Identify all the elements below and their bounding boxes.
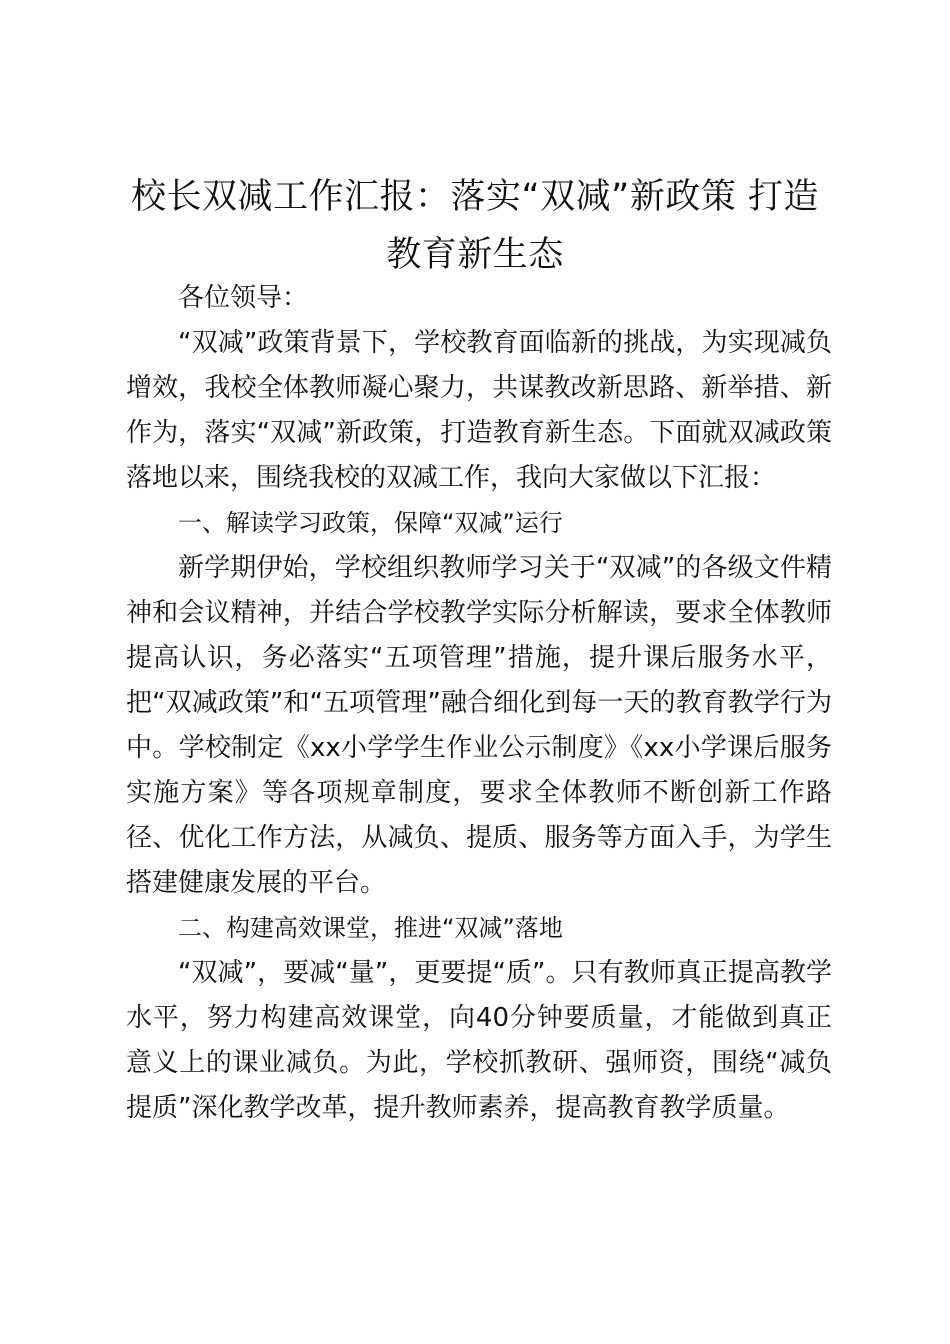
section-2-paragraph: “双减”，要减“量”，更要提“质”。只有教师真正提高教学水平，努力构建高效课堂，向40分钟要质量，才能做到真正意义上的课业减负。为此，学校抓教研、强师资，围绕“减负提质”深化教学改革，提升教师素养，提高教育教学质量。	[126, 958, 832, 1123]
section-2-heading: 二、构建高效课堂，推进“双减”落地	[178, 914, 563, 942]
salutation: 各位领导：	[178, 283, 309, 313]
intro-paragraph: “双减”政策背景下，学校教育面临新的挑战，为实现减负增效，我校全体教师凝心聚力，共谋教改新思路、新举措、新作为，落实“双减”新政策，打造教育新生态。下面就双减政策落地以来，围绕我校的双减工作，我向大家做以下汇报：	[126, 328, 832, 493]
section-1-paragraph: 新学期伊始，学校组织教师学习关于“双减”的各级文件精神和会议精神，并结合学校教学实际分析解读，要求全体教师提高认识，务必落实“五项管理”措施，提升课后服务水平，把“双减政策”和“五项管理”融合细化到每一天的教育教学行为中。学校制定《xx小学学生作业公示制度》《xx小学课后服务实施方案》等各项规章制度，要求全体教师不断创新工作路径、优化工作方法，从减负、提质、服务等方面入手，为学生搭建健康发展的平台。	[126, 553, 832, 898]
document-title: 校长双减工作汇报：落实“双减”新政策 打造教育新生态	[131, 177, 819, 275]
document-body	[126, 276, 832, 1131]
section-1-heading: 一、解读学习政策，保障“双减”运行	[178, 509, 563, 537]
